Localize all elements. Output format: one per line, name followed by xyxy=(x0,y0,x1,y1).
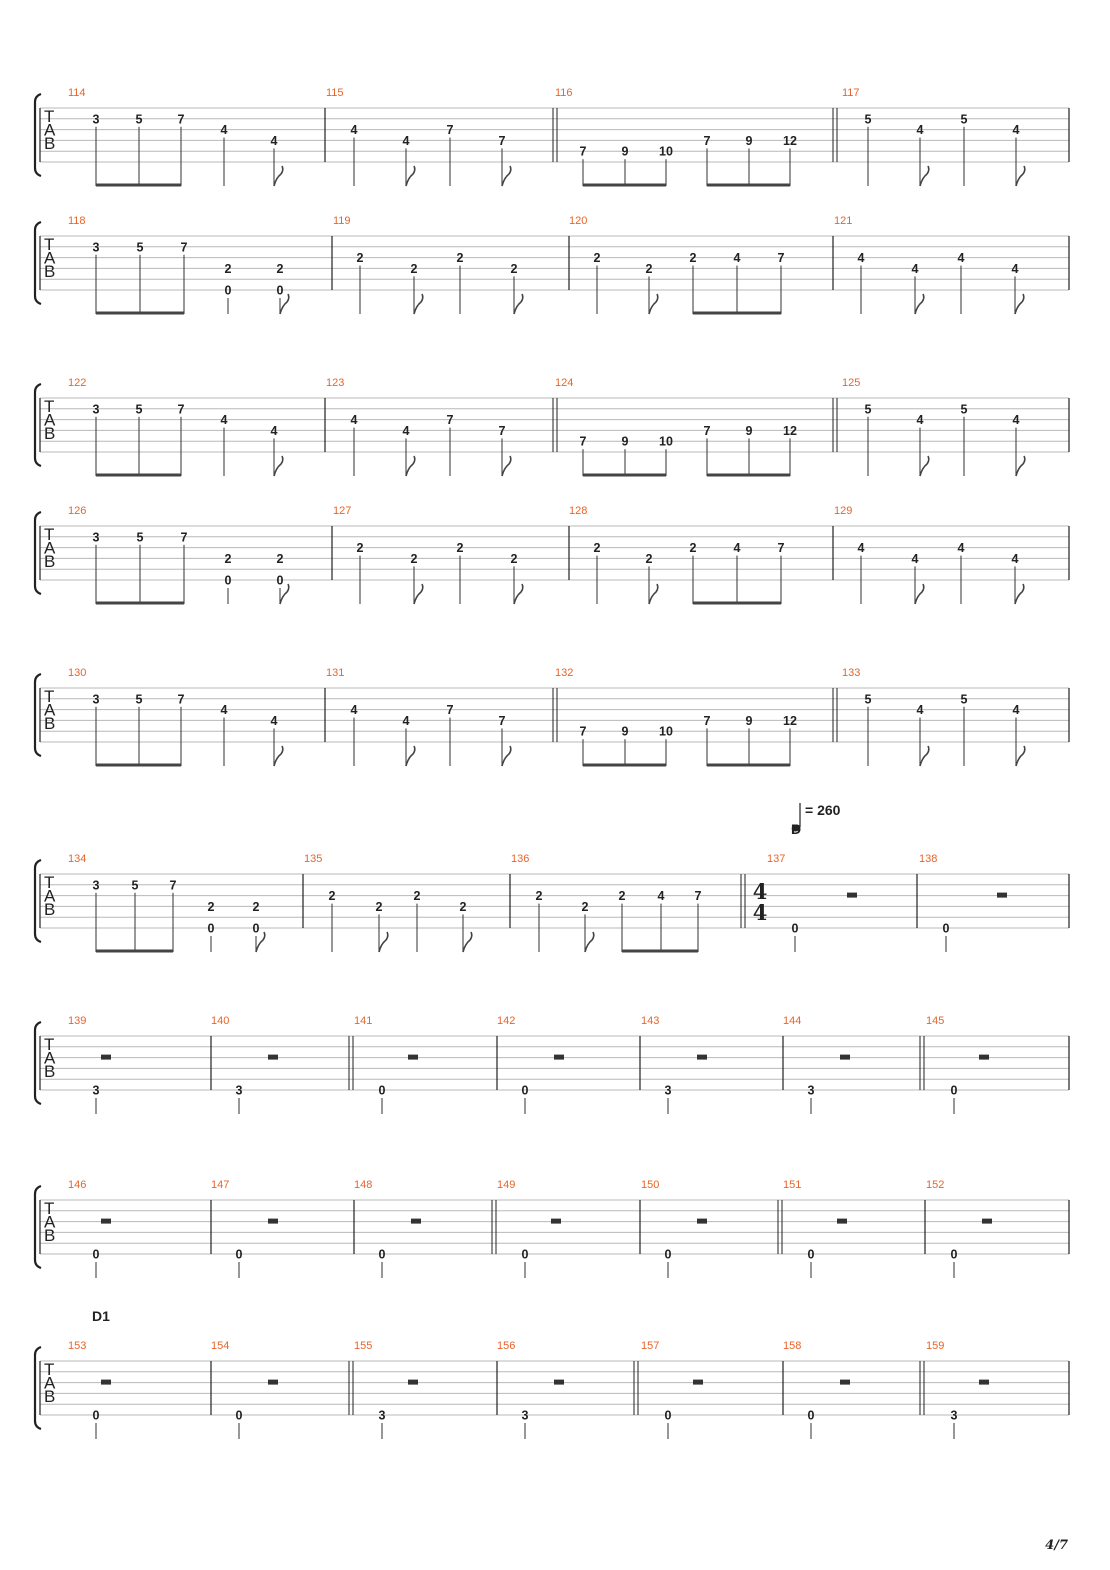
tab-clef-letter: B xyxy=(44,1387,56,1406)
fret-number: 0 xyxy=(791,921,799,936)
fret-number: 5 xyxy=(960,112,968,127)
fret-number: 4 xyxy=(220,123,228,138)
measure-number: 128 xyxy=(569,505,588,517)
measure-number: 124 xyxy=(555,377,574,389)
measure-number: 148 xyxy=(354,1179,373,1191)
eighth-flag xyxy=(274,456,283,476)
beam xyxy=(96,474,181,477)
fret-number: 2 xyxy=(689,251,697,266)
measure-number: 133 xyxy=(842,667,861,679)
fret-number: 2 xyxy=(456,541,464,556)
measure-number: 136 xyxy=(511,853,530,865)
half-rest xyxy=(268,1219,278,1224)
tab-clef-letter: B xyxy=(44,552,56,571)
measure-number: 151 xyxy=(783,1179,802,1191)
fret-number: 10 xyxy=(659,144,673,159)
fret-number: 0 xyxy=(92,1408,100,1423)
fret-number: 0 xyxy=(521,1083,529,1098)
half-rest xyxy=(268,1380,278,1385)
fret-number: 4 xyxy=(1011,261,1019,276)
fret-number: 4 xyxy=(733,251,741,266)
fret-number: 0 xyxy=(807,1408,815,1423)
fret-number: 2 xyxy=(535,889,543,904)
beam xyxy=(96,950,173,953)
measure-number: 115 xyxy=(326,87,344,99)
fret-number: 4 xyxy=(916,413,924,428)
eighth-flag xyxy=(915,584,924,604)
fret-number: 5 xyxy=(135,402,143,417)
half-rest xyxy=(551,1219,561,1224)
fret-number: 4 xyxy=(657,889,665,904)
measure-number: 135 xyxy=(304,853,323,865)
measure-number: 114 xyxy=(68,87,86,99)
fret-number: 9 xyxy=(621,434,629,449)
staff-system xyxy=(35,505,1069,605)
measure-number: 140 xyxy=(211,1015,230,1027)
measure-number: 154 xyxy=(211,1340,230,1352)
beam xyxy=(583,764,666,767)
measure-number: 121 xyxy=(834,215,853,227)
measure-number: 158 xyxy=(783,1340,802,1352)
fret-number: 3 xyxy=(950,1408,958,1423)
beam xyxy=(96,602,184,605)
staff-system xyxy=(35,667,1069,767)
measure-number: 137 xyxy=(767,853,786,865)
measure-number: 117 xyxy=(842,87,860,99)
fret-number: 0 xyxy=(252,921,260,936)
fret-number: 2 xyxy=(328,889,336,904)
fret-number: 2 xyxy=(510,261,518,276)
measure-number: 145 xyxy=(926,1015,945,1027)
measure-number: 134 xyxy=(68,853,87,865)
half-rest xyxy=(697,1219,707,1224)
fret-number: 2 xyxy=(581,899,589,914)
fret-number: 4 xyxy=(916,123,924,138)
measure-number: 152 xyxy=(926,1179,945,1191)
fret-number: 4 xyxy=(1012,413,1020,428)
fret-number: 4 xyxy=(1011,551,1019,566)
fret-number: 4 xyxy=(350,413,358,428)
fret-number: 3 xyxy=(92,112,100,127)
tab-clef-letter: T xyxy=(44,1360,55,1379)
fret-number: 2 xyxy=(356,251,364,266)
tab-clef-letter: T xyxy=(44,107,55,126)
fret-number: 0 xyxy=(235,1247,243,1262)
measure-number: 142 xyxy=(497,1015,516,1027)
tab-clef-letter: A xyxy=(44,410,56,430)
fret-number: 4 xyxy=(350,703,358,718)
fret-number: 2 xyxy=(456,251,464,266)
half-rest xyxy=(840,1055,850,1060)
staff-system xyxy=(35,215,1069,315)
half-rest xyxy=(979,1055,989,1060)
fret-number: 2 xyxy=(413,889,421,904)
page-number: 4/7 xyxy=(1045,1538,1068,1553)
tab-clef-letter: A xyxy=(44,538,56,558)
fret-number: 4 xyxy=(733,541,741,556)
section-marker: D1 xyxy=(92,1308,110,1324)
fret-number: 0 xyxy=(378,1083,386,1098)
fret-number: 2 xyxy=(689,541,697,556)
tab-clef-letter: T xyxy=(44,525,55,544)
fret-number: 0 xyxy=(950,1247,958,1262)
eighth-flag xyxy=(414,294,423,314)
fret-number: 0 xyxy=(664,1408,672,1423)
fret-number: 2 xyxy=(410,261,418,276)
staff-system xyxy=(35,1179,1069,1278)
half-rest xyxy=(408,1380,418,1385)
fret-number: 0 xyxy=(807,1247,815,1262)
measure-number: 159 xyxy=(926,1340,945,1352)
fret-number: 7 xyxy=(703,423,711,438)
tab-clef-letter: B xyxy=(44,1226,56,1245)
fret-number: 7 xyxy=(694,889,702,904)
tab-clef-letter: T xyxy=(44,687,55,706)
tab-clef-letter: A xyxy=(44,1048,56,1068)
fret-number: 7 xyxy=(498,423,506,438)
eighth-flag xyxy=(406,166,415,186)
measure-number: 126 xyxy=(68,505,87,517)
time-signature-bottom: 4 xyxy=(752,900,768,925)
fret-number: 7 xyxy=(777,251,785,266)
tab-clef-letter: A xyxy=(44,700,56,720)
staff-systems xyxy=(35,87,1069,1439)
fret-number: 3 xyxy=(807,1083,815,1098)
fret-number: 7 xyxy=(498,713,506,728)
half-rest xyxy=(979,1380,989,1385)
fret-number: 3 xyxy=(92,402,100,417)
beam xyxy=(693,312,781,315)
fret-number: 5 xyxy=(135,692,143,707)
fret-number: 12 xyxy=(783,423,797,438)
half-rest xyxy=(847,893,857,898)
fret-number: 3 xyxy=(92,530,100,545)
eighth-flag xyxy=(379,932,388,952)
fret-number: 7 xyxy=(180,240,188,255)
half-rest xyxy=(268,1055,278,1060)
fret-number: 2 xyxy=(618,889,626,904)
fret-number: 9 xyxy=(621,144,629,159)
eighth-flag xyxy=(502,746,511,766)
beam xyxy=(707,764,790,767)
fret-number: 5 xyxy=(131,878,139,893)
fret-number: 7 xyxy=(579,144,587,159)
measure-number: 122 xyxy=(68,377,87,389)
staff-system xyxy=(35,1340,1069,1439)
half-rest xyxy=(101,1055,111,1060)
beam xyxy=(583,474,666,477)
tab-clef-letter: T xyxy=(44,397,55,416)
fret-number: 4 xyxy=(1012,703,1020,718)
eighth-flag xyxy=(915,294,924,314)
half-rest xyxy=(837,1219,847,1224)
measure-number: 130 xyxy=(68,667,87,679)
fret-number: 4 xyxy=(1012,123,1020,138)
fret-number: 12 xyxy=(783,713,797,728)
fret-number: 2 xyxy=(645,551,653,566)
fret-number: 7 xyxy=(169,878,177,893)
fret-number: 4 xyxy=(911,261,919,276)
fret-number: 5 xyxy=(960,402,968,417)
eighth-flag xyxy=(463,932,472,952)
beam xyxy=(583,184,666,187)
fret-number: 2 xyxy=(207,899,215,914)
fret-number: 9 xyxy=(621,724,629,739)
fret-number: 0 xyxy=(276,573,284,588)
fret-number: 4 xyxy=(402,423,410,438)
fret-number: 4 xyxy=(957,541,965,556)
eighth-flag xyxy=(585,932,594,952)
fret-number: 2 xyxy=(224,551,232,566)
eighth-flag xyxy=(1015,584,1024,604)
measure-number: 131 xyxy=(326,667,345,679)
beam xyxy=(622,950,698,953)
half-rest xyxy=(697,1055,707,1060)
fret-number: 2 xyxy=(593,541,601,556)
eighth-flag xyxy=(514,294,523,314)
eighth-flag xyxy=(1016,166,1025,186)
tab-clef-letter: T xyxy=(44,1035,55,1054)
half-rest xyxy=(554,1380,564,1385)
fret-number: 7 xyxy=(177,112,185,127)
measure-number: 155 xyxy=(354,1340,373,1352)
fret-number: 7 xyxy=(446,123,454,138)
fret-number: 0 xyxy=(276,283,284,298)
fret-number: 5 xyxy=(135,112,143,127)
measure-number: 116 xyxy=(555,87,573,99)
measure-number: 120 xyxy=(569,215,588,227)
fret-number: 3 xyxy=(92,1083,100,1098)
tab-clef-letter: B xyxy=(44,1062,56,1081)
fret-number: 5 xyxy=(864,402,872,417)
fret-number: 4 xyxy=(270,423,278,438)
tab-clef-letter: B xyxy=(44,424,56,443)
fret-number: 4 xyxy=(916,703,924,718)
fret-number: 2 xyxy=(410,551,418,566)
fret-number: 7 xyxy=(177,692,185,707)
fret-number: 3 xyxy=(664,1083,672,1098)
fret-number: 7 xyxy=(446,703,454,718)
eighth-flag xyxy=(1016,456,1025,476)
eighth-flag xyxy=(920,456,929,476)
beam xyxy=(693,602,781,605)
fret-number: 4 xyxy=(270,713,278,728)
eighth-flag xyxy=(514,584,523,604)
staff-system xyxy=(35,1015,1069,1114)
fret-number: 2 xyxy=(276,261,284,276)
measure-number: 141 xyxy=(354,1015,373,1027)
measure-number: 157 xyxy=(641,1340,660,1352)
tab-clef-letter: A xyxy=(44,248,56,268)
tab-clef-letter: T xyxy=(44,235,55,254)
measure-number: 125 xyxy=(842,377,861,389)
fret-number: 3 xyxy=(92,692,100,707)
fret-number: 3 xyxy=(235,1083,243,1098)
fret-number: 4 xyxy=(857,251,865,266)
fret-number: 2 xyxy=(645,261,653,276)
half-rest xyxy=(408,1055,418,1060)
tempo-marking xyxy=(791,802,841,837)
eighth-flag xyxy=(1015,294,1024,314)
measure-number: 132 xyxy=(555,667,574,679)
fret-number: 0 xyxy=(224,573,232,588)
eighth-flag xyxy=(920,746,929,766)
measure-number: 129 xyxy=(834,505,853,517)
beam xyxy=(96,184,181,187)
fret-number: 0 xyxy=(521,1247,529,1262)
measure-number: 149 xyxy=(497,1179,516,1191)
fret-number: 2 xyxy=(276,551,284,566)
beam xyxy=(707,184,790,187)
fret-number: 0 xyxy=(664,1247,672,1262)
fret-number: 4 xyxy=(220,413,228,428)
measure-number: 150 xyxy=(641,1179,660,1191)
fret-number: 2 xyxy=(459,899,467,914)
fret-number: 7 xyxy=(498,133,506,148)
fret-number: 4 xyxy=(402,713,410,728)
eighth-flag xyxy=(406,746,415,766)
beam xyxy=(96,312,184,315)
tab-clef-letter: A xyxy=(44,1373,56,1393)
time-signature-top: 4 xyxy=(752,879,768,904)
eighth-flag xyxy=(274,746,283,766)
fret-number: 2 xyxy=(510,551,518,566)
tempo-value: = 260 xyxy=(805,802,841,818)
eighth-flag xyxy=(649,584,658,604)
fret-number: 4 xyxy=(350,123,358,138)
eighth-flag xyxy=(502,456,511,476)
fret-number: 9 xyxy=(745,713,753,728)
eighth-flag xyxy=(649,294,658,314)
half-rest xyxy=(997,893,1007,898)
fret-number: 4 xyxy=(911,551,919,566)
fret-number: 5 xyxy=(136,240,144,255)
fret-number: 7 xyxy=(703,133,711,148)
half-rest xyxy=(411,1219,421,1224)
measure-number: 139 xyxy=(68,1015,87,1027)
half-rest xyxy=(693,1380,703,1385)
fret-number: 4 xyxy=(220,703,228,718)
fret-number: 2 xyxy=(356,541,364,556)
tab-clef-letter: B xyxy=(44,134,56,153)
measure-number: 144 xyxy=(783,1015,802,1027)
eighth-flag xyxy=(1016,746,1025,766)
measure-number: 138 xyxy=(919,853,938,865)
fret-number: 0 xyxy=(378,1247,386,1262)
fret-number: 0 xyxy=(950,1083,958,1098)
half-rest xyxy=(101,1219,111,1224)
fret-number: 7 xyxy=(703,713,711,728)
fret-number: 5 xyxy=(864,692,872,707)
fret-number: 0 xyxy=(942,921,950,936)
fret-number: 2 xyxy=(224,261,232,276)
staff-system xyxy=(35,377,1069,477)
fret-number: 7 xyxy=(579,434,587,449)
fret-number: 5 xyxy=(960,692,968,707)
fret-number: 3 xyxy=(92,878,100,893)
measure-number: 153 xyxy=(68,1340,87,1352)
measure-number: 147 xyxy=(211,1179,230,1191)
fret-number: 4 xyxy=(957,251,965,266)
fret-number: 7 xyxy=(446,413,454,428)
measure-number: 146 xyxy=(68,1179,87,1191)
measure-number: 143 xyxy=(641,1015,660,1027)
fret-number: 2 xyxy=(375,899,383,914)
tab-clef-letter: A xyxy=(44,886,56,906)
fret-number: 2 xyxy=(593,251,601,266)
measure-number: 119 xyxy=(333,215,351,227)
fret-number: 4 xyxy=(857,541,865,556)
fret-number: 7 xyxy=(177,402,185,417)
fret-number: 4 xyxy=(270,133,278,148)
fret-number: 0 xyxy=(207,921,215,936)
eighth-flag xyxy=(414,584,423,604)
half-rest xyxy=(982,1219,992,1224)
fret-number: 5 xyxy=(864,112,872,127)
tab-clef-letter: A xyxy=(44,120,56,140)
measure-number: 118 xyxy=(68,215,86,227)
fret-number: 3 xyxy=(92,240,100,255)
tab-clef-letter: B xyxy=(44,900,56,919)
staff-system xyxy=(35,853,1069,953)
fret-number: 2 xyxy=(252,899,260,914)
fret-number: 0 xyxy=(235,1408,243,1423)
measure-number: 156 xyxy=(497,1340,516,1352)
fret-number: 3 xyxy=(521,1408,529,1423)
eighth-flag xyxy=(920,166,929,186)
beam xyxy=(707,474,790,477)
measure-number: 127 xyxy=(333,505,352,517)
tab-clef-letter: A xyxy=(44,1212,56,1232)
half-rest xyxy=(554,1055,564,1060)
fret-number: 3 xyxy=(378,1408,386,1423)
fret-number: 12 xyxy=(783,133,797,148)
fret-number: 5 xyxy=(136,530,144,545)
measure-number: 123 xyxy=(326,377,345,389)
half-rest xyxy=(101,1380,111,1385)
fret-number: 4 xyxy=(402,133,410,148)
fret-number: 0 xyxy=(224,283,232,298)
tab-clef-letter: B xyxy=(44,262,56,281)
fret-number: 7 xyxy=(579,724,587,739)
tab-clef-letter: B xyxy=(44,714,56,733)
rehearsal-mark: D xyxy=(791,821,802,837)
fret-number: 10 xyxy=(659,724,673,739)
eighth-flag xyxy=(274,166,283,186)
eighth-flag xyxy=(502,166,511,186)
fret-number: 0 xyxy=(92,1247,100,1262)
half-rest xyxy=(840,1380,850,1385)
fret-number: 7 xyxy=(180,530,188,545)
eighth-flag xyxy=(406,456,415,476)
tab-clef-letter: T xyxy=(44,1199,55,1218)
beam xyxy=(96,764,181,767)
tab-clef-letter: T xyxy=(44,873,55,892)
staff-system xyxy=(35,87,1069,187)
fret-number: 10 xyxy=(659,434,673,449)
fret-number: 7 xyxy=(777,541,785,556)
fret-number: 9 xyxy=(745,133,753,148)
fret-number: 9 xyxy=(745,423,753,438)
